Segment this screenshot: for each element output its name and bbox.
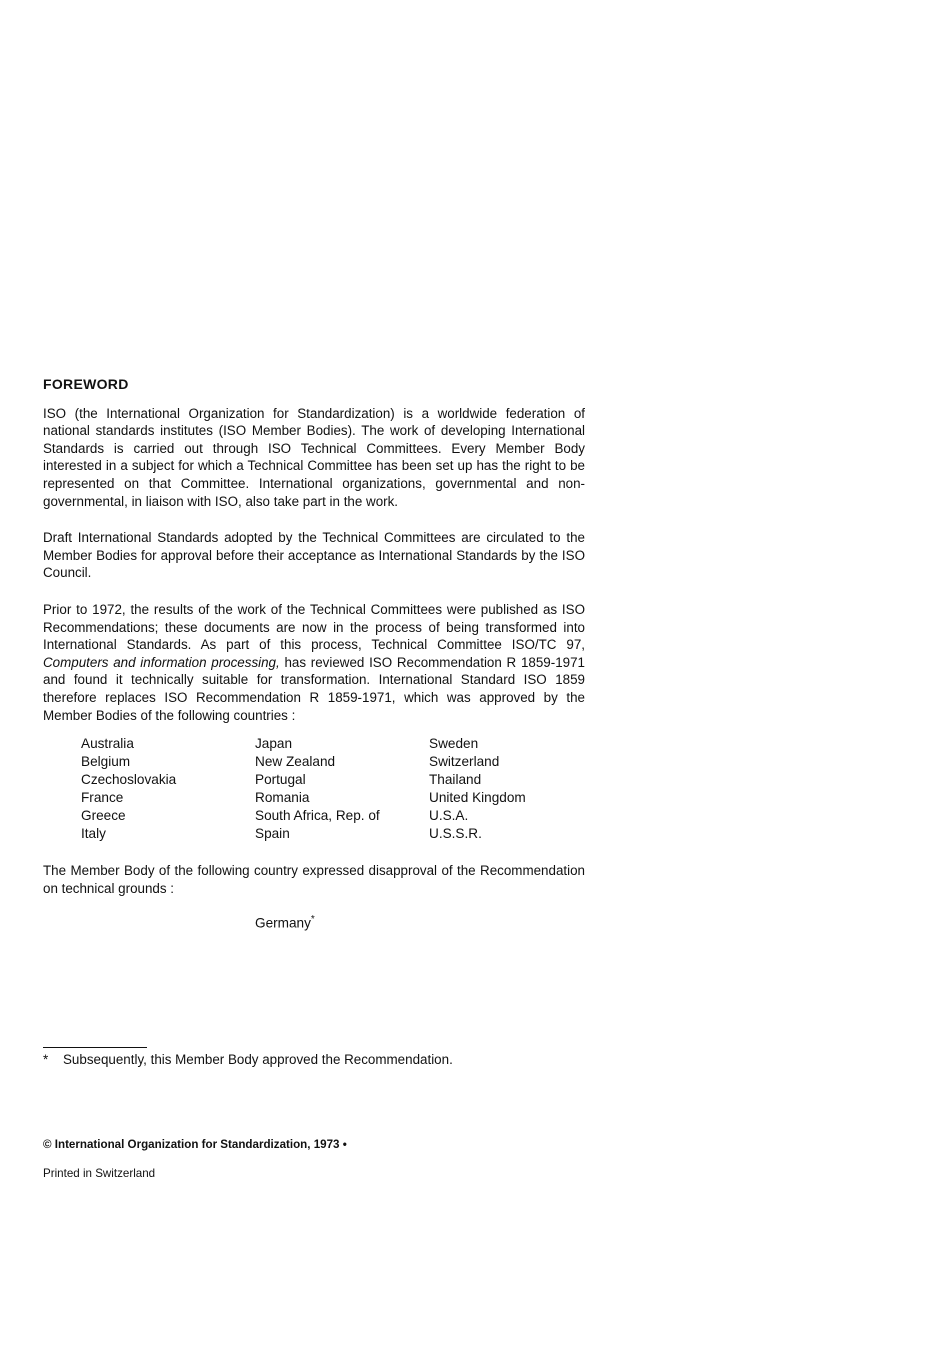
foreword-section (43, 376, 585, 932)
country-item: Romania (255, 790, 310, 806)
country-item: U.S.S.R. (429, 826, 482, 842)
footnote-reference: * (310, 914, 315, 926)
country-item: Belgium (81, 754, 131, 770)
country-item: Australia (81, 736, 134, 752)
footnote-text: Subsequently, this Member Body approved the Recommendation. (63, 1052, 453, 1067)
foreword-paragraph-2: Draft International Standards adopted by the Technical Committees are circulated to the Member Bodies for approval before their acceptance as International Standards by the ISO Council. (43, 530, 585, 581)
country-item: Thailand (429, 772, 482, 788)
printed-location: Printed in Switzerland (43, 1167, 156, 1180)
copyright-notice: © International Organization for Standardization, 1973 • (43, 1138, 347, 1151)
country-item: U.S.A. (429, 808, 469, 824)
country-item: Czechoslovakia (81, 772, 177, 788)
committee-title: Computers and information processing, (43, 654, 280, 670)
foreword-heading: FOREWORD (43, 376, 129, 392)
country-item: New Zealand (255, 754, 336, 770)
country-item: Portugal (255, 772, 306, 788)
foreword-paragraph-1: ISO (the International Organization for Standardization) is a worldwide federation of national standards institutes (ISO Member Bodies). The work of developing International Standards is carried out through ISO Technical Committees. Every Member Body interested in a subject for which a Technical Committee has been set up has the right to be represented on that Committee. International organizations, governmental and non-governmental, in liaison with ISO, also take part in the work. (43, 405, 585, 509)
paragraph-3-text-b: has reviewed ISO Recommendation R 1859-1971 and found it technically suitable for transformation. International Standard ISO 1859 therefore replaces ISO Recommendation R 1859-1971, which was approved by the Member Bodies of the following countries : (43, 654, 585, 723)
country-item: Greece (81, 808, 126, 824)
foreword-paragraph-4: The Member Body of the following country expressed disapproval of the Recommendation on technical grounds : (43, 863, 585, 896)
footnote (43, 1052, 453, 1067)
paragraph-3-text-a: Prior to 1972, the results of the work of the Technical Committees were published as ISO Recommendations; these documents are now in the process of being transformed into International Standards. As part of this process, Technical Committee ISO/TC 97, (43, 601, 585, 653)
country-item: France (81, 790, 124, 806)
country-item: Spain (255, 826, 290, 842)
approving-countries-list (81, 735, 585, 843)
footnote-mark: * (43, 1052, 49, 1067)
country-item: Japan (255, 736, 293, 752)
country-item: United Kingdom (429, 790, 526, 806)
foreword-paragraph-3 (43, 601, 585, 724)
disapproving-country (255, 911, 585, 932)
country-item: South Africa, Rep. of (255, 808, 380, 824)
disapproving-country-name: Germany (255, 915, 311, 931)
footnote-divider (43, 1047, 147, 1048)
country-item: Switzerland (429, 754, 500, 770)
country-item: Italy (81, 826, 106, 842)
country-item: Sweden (429, 736, 479, 752)
